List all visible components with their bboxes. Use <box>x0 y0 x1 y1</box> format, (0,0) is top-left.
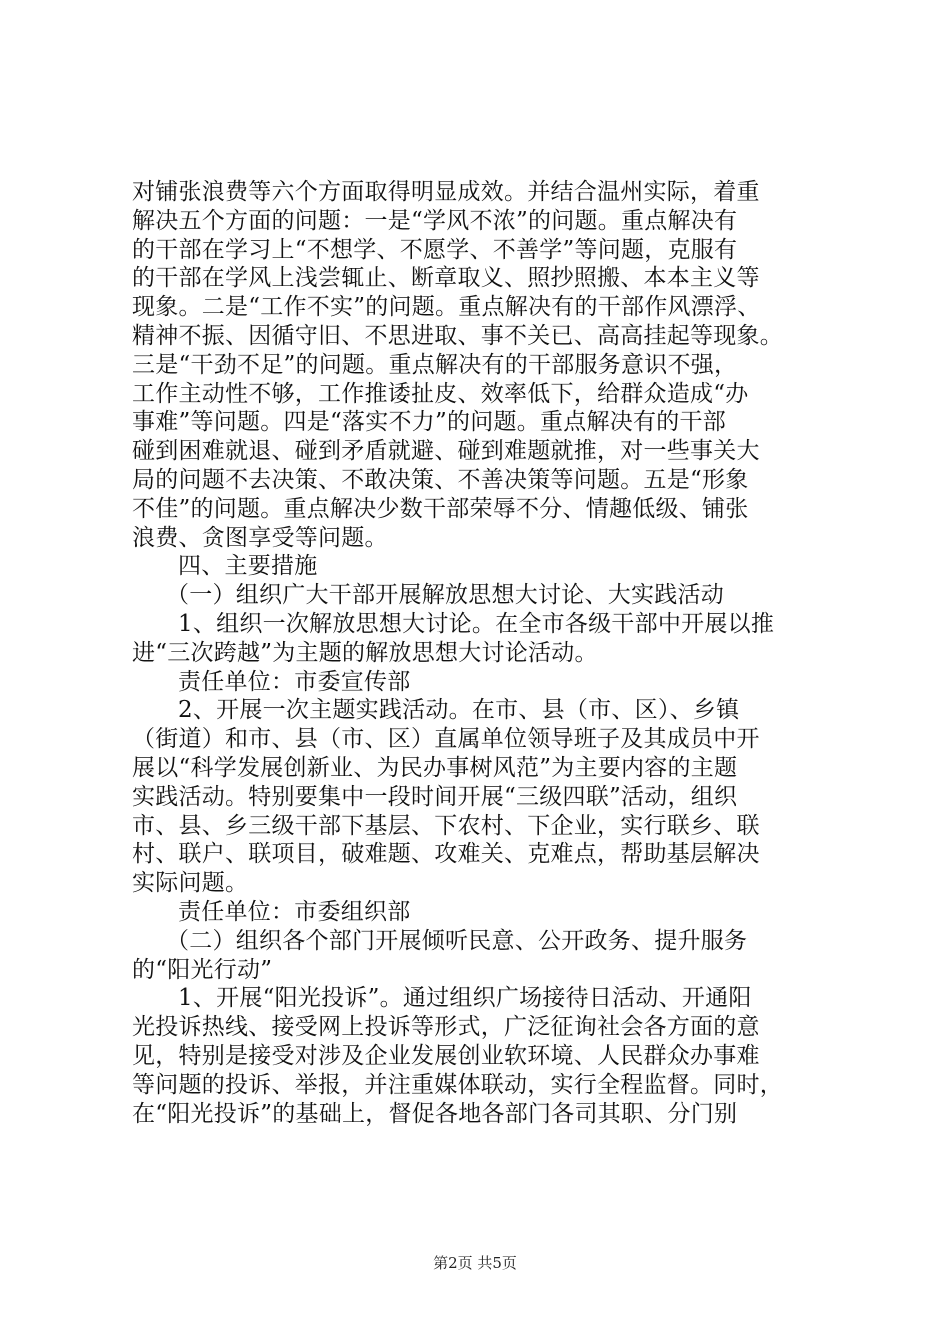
text-line: 精神不振、因循守旧、不思进取、事不关已、高高挂起等现象。 <box>132 322 783 349</box>
text-line: 2、开展一次主题实践活动。在市、县（市、区）、乡镇 <box>178 697 740 724</box>
text-line: 对铺张浪费等六个方面取得明显成效。并结合温州实际，着重 <box>132 179 760 205</box>
text-line: 1、开展“阳光投诉”。通过组织广场接待日活动、开通阳 <box>178 985 752 1012</box>
text-line: 见，特别是接受对涉及企业发展创业软环境、人民群众办事难 <box>132 1042 760 1069</box>
text-line: 的“阳光行动” <box>132 956 273 983</box>
text-line: 实践活动。特别要集中一段时间开展“三级四联”活动，组织 <box>132 783 738 810</box>
text-line: （一）组织广大干部开展解放思想大讨论、大实践活动 <box>166 582 724 609</box>
text-line: 进“三次跨越”为主题的解放思想大讨论活动。 <box>132 639 598 666</box>
text-line: 四、主要措施 <box>178 553 318 580</box>
text-line: 不佳”的问题。重点解决少数干部荣辱不分、情趣低级、铺张 <box>132 495 749 522</box>
text-line: （二）组织各个部门开展倾听民意、公开政务、提升服务 <box>166 927 748 954</box>
text-line: 工作主动性不够，工作推诿扯皮、效率低下，给群众造成“办 <box>132 380 749 407</box>
text-line: 1、组织一次解放思想大讨论。在全市各级干部中开展以推 <box>178 610 775 637</box>
text-line: 现象。二是“工作不实”的问题。重点解决有的干部作风漂浮、 <box>132 294 761 321</box>
text-line: 三是“干劲不足”的问题。重点解决有的干部服务意识不强， <box>132 351 738 378</box>
document-body <box>132 178 832 1128</box>
text-line: 村、联户、联项目，破难题、攻难关、克难点，帮助基层解决 <box>132 841 760 868</box>
text-line: 责任单位：市委组织部 <box>178 898 411 925</box>
text-line: 责任单位：市委宣传部 <box>178 668 411 695</box>
text-line: 局的问题不去决策、不敢决策、不善决策等问题。五是“形象 <box>132 466 749 493</box>
text-line: 碰到困难就退、碰到矛盾就避、碰到难题就推，对一些事关大 <box>132 438 760 465</box>
text-line: 的干部在学风上浅尝辄止、断章取义、照抄照搬、本本主义等 <box>132 265 760 292</box>
page-footer: 第2页 共5页 <box>433 1254 517 1272</box>
text-line: 事难”等问题。四是“落实不力”的问题。重点解决有的干部 <box>132 409 727 436</box>
text-line: 市、县、乡三级干部下基层、下农村、下企业，实行联乡、联 <box>132 812 760 839</box>
text-line: 浪费、贪图享受等问题。 <box>132 524 388 551</box>
text-line: 的干部在学习上“不想学、不愿学、不善学”等问题，克服有 <box>132 236 738 263</box>
text-line: 光投诉热线、接受网上投诉等形式，广泛征询社会各方面的意 <box>132 1014 760 1041</box>
text-line: 在“阳光投诉”的基础上，督促各地各部门各司其职、分门别 <box>132 1100 738 1127</box>
text-line: 展以“科学发展创新业、为民办事树风范”为主要内容的主题 <box>132 754 738 781</box>
text-line: 等问题的投诉、举报，并注重媒体联动，实行全程监督。同时， <box>132 1071 783 1098</box>
text-line: 实际问题。 <box>132 870 249 897</box>
text-line: 解决五个方面的问题：一是“学风不浓”的问题。重点解决有 <box>132 207 738 234</box>
text-line: （街道）和市、县（市、区）直属单位领导班子及其成员中开 <box>132 726 760 753</box>
